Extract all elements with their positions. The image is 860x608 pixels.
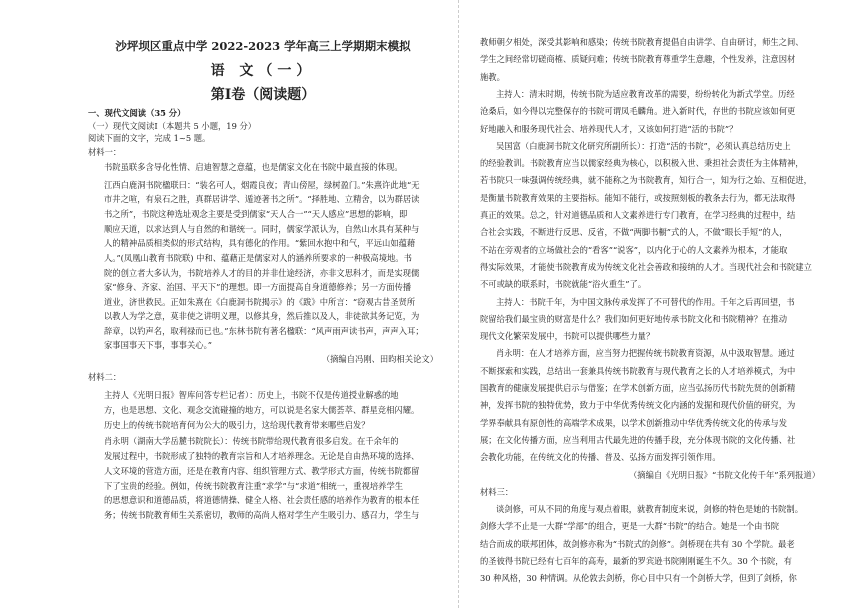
right-text-line: （摘编自《光明日报》“书院文化传千年”系列报道） [628,469,820,480]
left-text-line: 肖永明（湖南大学岳麓书院院长）：传统书院带给现代教育很多启发。在千余年的 [104,436,399,446]
left-text-line: 一、现代文阅读（35 分） [88,108,186,118]
left-text-line: 材料二： [88,372,122,382]
left-text-line: 书院虽联多含导化性情、启迪智慧之意蕴，也是儒家文化在书院中最直接的体现。 [104,162,403,172]
left-text-line: 以教人为学之意，莫非使之讲明义理，以修其身，然后推以及人，非徒欲其务记览，为 [104,311,420,321]
right-text-line: 院留给我们最宝贵的财富是什么？我们如何更好地传承书院文化和书院精神？在推动 [480,313,787,324]
right-text-line: 的经验教训。书院教育应当以儒家经典为核心，以积极入世、秉担社会责任为主体精神， [480,158,804,169]
right-text-line: 若书院只一味强调传统经典，就不能称之为书院教育，知行合一，知为行之始、互相促进， [480,175,812,186]
left-text-line: 院的创立者大多认为，书院培养人才的目的并非仕途经济，亦非文思科才，而是实现儒 [104,268,420,278]
right-text-line: 肖永明：在人才培养方面，应当努力把握传统书院教育资源，从中汲取智慧。通过 [496,348,795,359]
right-text-line: 好地融入和服务现代社会、培养现代人才，又该如何打造“活的书院”？ [480,123,738,134]
right-text-line: 30 种风格，30 种情调。从伦敦去剑桥，你心目中只有一个剑桥大学，但到了剑桥，你 [480,573,797,584]
left-text-line: （摘编自冯刚、田昀相关论文） [321,354,438,364]
left-text-line: 方，也是思想、文化、观念交流碰撞的地方，可以说是名家大儒荟萃、群星竞相闪耀。 [104,405,420,415]
left-text-line: 阅读下面的文字，完成 1~5 题。 [88,133,211,143]
left-text-line: 发展过程中，书院形成了独特的教育宗旨和人才培养理念。无论是自由热环境的选择、 [104,451,420,461]
right-text-line: 是衡量书院教育效果的主要指标。能知不能行，或按照刻板的教条去行为，都无法取得 [480,192,796,203]
section-title: 第Ⅰ卷（阅读题） [210,87,316,103]
left-text-line: 下了宝贵的经验。例如，传统书院教育注重“求学”与“求道”相统一，重视培养学生 [104,481,404,491]
right-text-line: 结合而成的联邦团体，故剑修亦称为“书院式的剑修”。剑桥现在共有 30 个学院。最老 [480,538,795,549]
left-text-line: 家事国事天下事，事事关心。” [104,340,212,350]
right-text-line: 不断探索和实践，总结出一套兼具传统书院教育与现代教育之长的人才培养模式，为中 [480,365,796,376]
right-text-line: 展；在文化传播方面，应当利用古代最先进的传播手段，充分体现书院的文化传播、社 [480,434,796,445]
right-text-line: 不站在旁观者的立场做社会的“看客”“说客”，以内化于心的人文素养为根本，才能取 [480,244,788,255]
left-text-line: 家“修身、齐家、治国、平天下”的理想。即一方面提高自身道德修养；另一方面传播 [104,282,412,292]
left-text-line: 辞章，以钓声名，取利禄而已也。”东林书院有著名楹联：“风声雨声读书声，声声入耳； [104,326,424,336]
right-text-line: 谈剑修，可从不同的角度与观点着眼，就教育制度来说，剑修的特色是她的书院制。 [496,504,803,515]
right-text-line: 吴国富（白鹿洞书院文化研究所副所长）：打造“活的书院”，必须认真总结历史上 [496,140,791,151]
right-text-line: 主持人：书院千年，为中国文脉传承发挥了不可替代的作用。千年之后再回望，书 [496,296,795,307]
left-text-line: 市井之喧，有泉石之胜，真群居讲学、遁迹著书之所”。“择胜地、立精舍，以为群居读 [104,194,420,204]
right-text-line: 沧桑后，如今得以完整保存的书院可谓凤毛麟角。进入新时代，存世的书院应该如何更 [480,106,796,117]
right-text-line: 学生之间经常切磋商榷、质疑问难；传统书院教育尊重学生意趣，个性发养，注意因材 [480,54,796,65]
left-text-line: 顺应天道，以求达到人与自然的和谐统一。同时，儒家学派认为，自然山水具有某种与 [104,224,420,234]
right-text-line: 不可或缺的联系时，书院就能“浴火重生”了。 [480,279,647,290]
right-text-line: 真正的效果。总之，针对道德品质和人文素养进行专门教育，在学习经典的过程中，结 [480,210,796,220]
right-text-line: 现代文化繁荣发展中，书院可以提供哪些力量？ [480,331,655,342]
left-text-line: 主持人《光明日报》智库问答专栏记者）：历史上，书院不仅是传道授业解惑的地 [104,390,399,400]
right-text-line: 教师朝夕相处，深受其影响和感染；传统书院教育提倡自由讲学、自由研讨，师生之间、 [480,37,804,47]
exam-title: 沙坪坝区重点中学 2022-2023 学年高三上学期期末模拟 [115,39,411,53]
right-text-line: 学界奉献具有原创性的高端学术成果，以学术创新推动中华优秀传统文化的传承与发 [480,417,787,428]
left-text-line: 江西白鹿洞书院楹联曰：“装名可人，烟霞良夜；青山傍屋，绿树盈门。”朱熹许此地“无 [104,180,420,190]
left-text-line: 人的精神品质相类似的形式结构，具有德化的作用。“紫回水抱中和气，平远山如蕴藉 [104,238,416,248]
left-text-line: （一）现代文阅读Ⅰ（本题共 5 小题，19 分） [88,121,257,131]
left-text-line: 人文环境的营造方面，还是在教育内容、组织管理方式、教学形式方面，传统书院都留 [104,466,420,476]
right-text-line: 合社会实践，不断进行反思、反省，不做“两脚书橱”式的人，不做“眼长手短”的人， [480,227,788,238]
left-text-line: 的思想意识和道德品质，将道德情操、健全人格、社会责任感的培养作为教育的根本任 [104,495,420,505]
right-text-line: 神，发挥书院的独特优势，致力于中华优秀传统文化内涵的发掘和现代价值的研究，为 [480,400,796,411]
right-text-line: 剑修大学不止是一大群“学部”的组合，更是一大群“书院”的结合。她是一个由书院 [480,521,780,532]
right-text-line: 材料三： [480,486,514,497]
left-text-line: 务；传统书院教育师生关系密切，教师的高尚人格对学生产生吸引力、感召力，学生与 [104,510,420,520]
left-text-line: 书之所”，书院这种选址观念主要是受到儒家“天人合一”“天人感应”思想的影响，即 [104,209,408,219]
right-text-line: 主持人：清末时期，传统书院为适应教育改革的需要，纷纷转化为新式学堂。历经 [496,88,795,99]
right-text-line: 会教化功能，在传统文化的传播、普及、弘扬方面发挥引领作用。 [480,452,721,463]
subject-title: 语 文（一） [210,63,316,79]
left-text-line: 人。”(凤凰山教育书院联) 中和、蕴藉正是儒家对人的涵养所要求的一种极高境地。书 [104,253,412,263]
left-text-line: 道业，济世救民。正如朱熹在《白鹿洞书院揭示》的《跋》中所言：“窃观古昔圣贤所 [104,297,416,307]
right-text-line: 施教。 [480,71,505,82]
right-text-line: 得实际效果，才能使书院教育成为传统文化社会善政和接纳的人才。当现代社会和书院建立 [480,261,812,272]
right-text-line: 的圣彼得书院已经有七百年的高寿，最新的罗宾逊书院刚刚诞生不久。30 个书院，有 [480,556,792,566]
column-divider [458,0,459,608]
left-text-line: 历史上的传统书院培育何为公大的吸引力，这给现代教育带来哪些启发？ [104,420,370,430]
left-text-line: 材料一： [88,147,122,157]
right-text-line: 国教育的健康发展提供启示与借鉴；在学术创新方面，应当弘扬历代书院先贤的创新精 [480,383,796,393]
